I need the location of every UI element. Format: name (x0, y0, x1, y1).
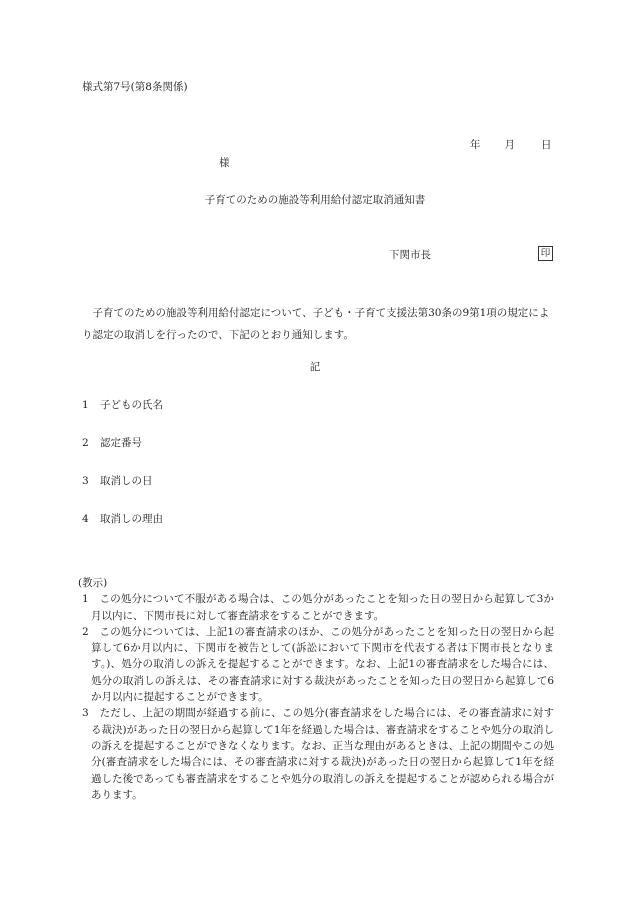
document-title: 子育てのための施設等利用給付認定取消通知書 (204, 194, 426, 206)
seal-mark: 印 (538, 246, 553, 261)
notice-entry-number: 3 (82, 707, 89, 720)
form-number: 様式第7号(第8条関係) (82, 81, 188, 93)
notice-entry-text: この処分について不服がある場合は、この処分があったことを知った日の翌日から起算して3か月以内に、下関市長に対して審査請求をすることができます。 (91, 593, 554, 622)
notice-entry-text: この処分については、上記1の審査請求のほか、この処分があったことを知った日の翌日から起算して6か月以内に、下関市を被告として(訴訟において下関市を代表する者は下関市長となります。)、処分の取消しの訴えを提起することができます。なお、上記1の審査請求をした場合には、処分の取消しの訴えは、その審査請求に対する裁決があったことを知った日の翌日から起算して6か月以内に提起することができます。 (91, 625, 554, 704)
notice-entry-text: ただし、上記の期間が経過する前に、この処分(審査請求をした場合には、その審査請求に対する裁決)があった日の翌日から起算して1年を経過した場合は、審査請求をすることや処分の取消しの訴えを提起することができなくなります。なお、正当な理由があるときは、上記の期間やこの処分(審査請求をした場合には、その審査請求に対する裁決)があった日の翌日から起算して1年を経過した後であっても審査請求をすることや処分の取消しの訴えを提起することが認められる場合があります。 (91, 707, 554, 801)
item-label: 取消しの理由 (100, 513, 163, 525)
item-number: 1 (82, 399, 89, 411)
date-year-label: 年 (470, 139, 481, 151)
item-number: 4 (82, 513, 89, 525)
date-day-label: 日 (541, 139, 552, 151)
addressee-suffix: 様 (219, 157, 230, 169)
item-number: 3 (82, 475, 89, 487)
issuer-name: 下関市長 (389, 249, 431, 261)
item-label: 認定番号 (100, 437, 142, 449)
ki-heading: 記 (309, 361, 321, 373)
date-month-label: 月 (504, 139, 515, 151)
body-text: 子育てのための施設等利用給付認定について、子ども・子育て支援法第30条の9第1項の規定により認定の取消しを行ったので、下記のとおり通知します。 (82, 307, 550, 341)
item-label: 取消しの日 (100, 475, 153, 487)
item-child-name (82, 398, 163, 413)
notice-section (78, 575, 554, 803)
notice-entry (82, 591, 554, 624)
date-line (470, 138, 552, 153)
notice-entry (82, 705, 554, 803)
item-certification-number (82, 436, 142, 451)
item-label: 子どもの氏名 (100, 399, 163, 411)
item-number: 2 (82, 437, 89, 449)
notice-heading: (教示) (78, 577, 108, 589)
notice-entry-number: 2 (82, 625, 89, 638)
body-paragraph (82, 302, 552, 346)
item-cancellation-reason (82, 512, 163, 527)
item-cancellation-date (82, 474, 153, 489)
notice-entry-number: 1 (82, 593, 89, 606)
notice-entry (82, 624, 554, 705)
